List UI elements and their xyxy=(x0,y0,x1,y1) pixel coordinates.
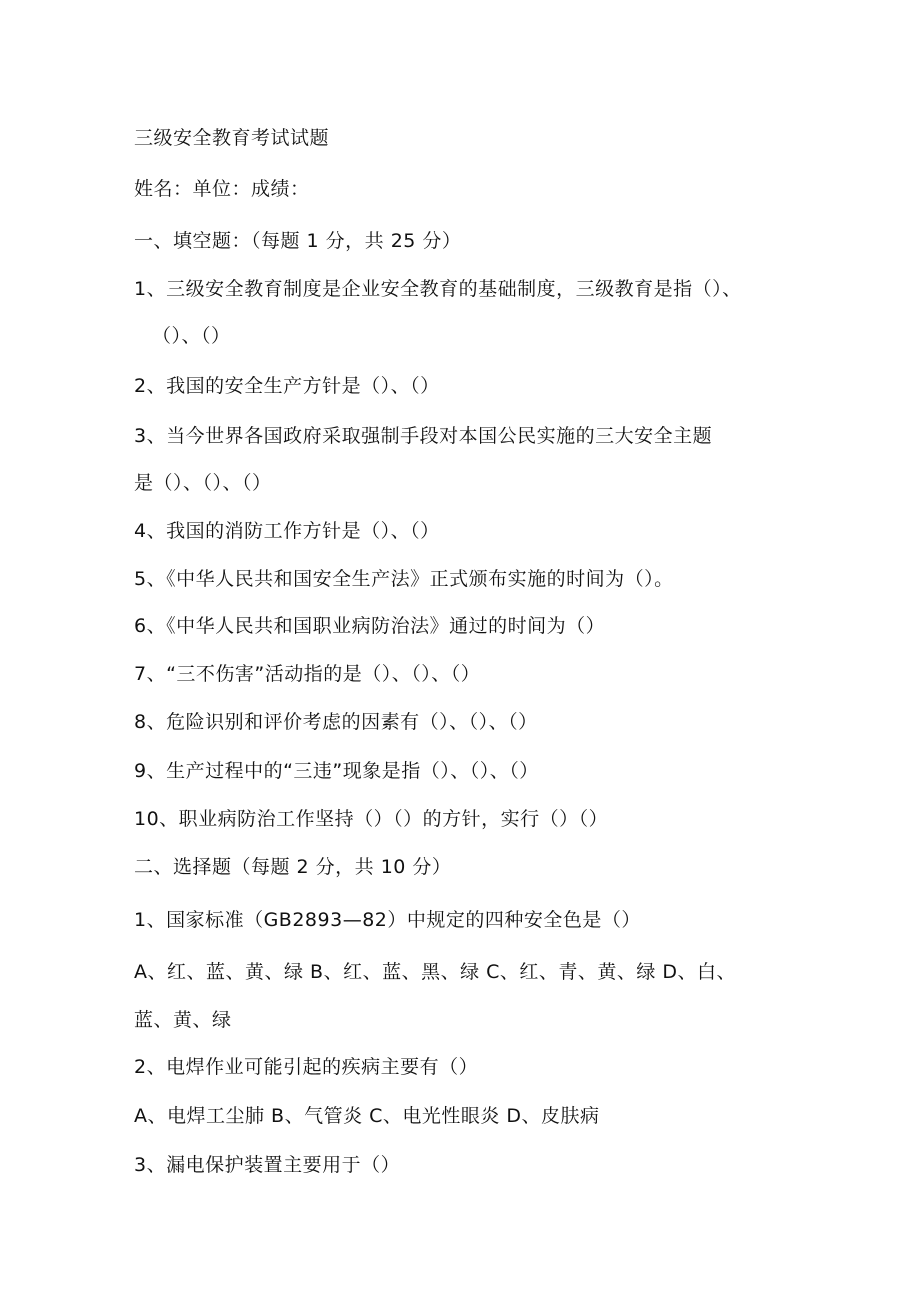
question-line: 3、漏电保护装置主要用于（） xyxy=(134,1154,401,1176)
question-line: 是（）、（）、（） xyxy=(134,472,272,494)
question-line: 6、《中华人民共和国职业病防治法》通过的时间为（） xyxy=(134,615,606,637)
answer-options-line: A、红、蓝、黄、绿 B、红、蓝、黑、绿 C、红、青、黄、绿 D、白、 xyxy=(134,961,737,983)
question-line: （）、（） xyxy=(152,325,231,347)
question-line: 3、当今世界各国政府采取强制手段对本国公民实施的三大安全主题 xyxy=(134,425,713,447)
student-info-line: 姓名：单位：成绩： xyxy=(134,178,310,200)
question-line: 2、我国的安全生产方针是（）、（） xyxy=(134,375,440,397)
question-line: 4、我国的消防工作方针是（）、（） xyxy=(134,520,440,542)
question-line: 7、“三不伤害”活动指的是（）、（）、（） xyxy=(134,663,481,685)
section-fill-blank-heading: 一、填空题：（每题 1 分，共 25 分） xyxy=(134,230,462,252)
question-line: 9、生产过程中的“三违”现象是指（）、（）、（） xyxy=(134,760,539,782)
question-line: 1、国家标准（GB2893—82）中规定的四种安全色是（） xyxy=(134,909,641,931)
answer-options-line: A、电焊工尘肺 B、气管炎 C、电光性眼炎 D、皮肤病 xyxy=(134,1105,600,1127)
question-line: 5、《中华人民共和国安全生产法》正式颁布实施的时间为（）。 xyxy=(134,568,674,590)
question-line: 10、职业病防治工作坚持（）（）的方针，实行（）（） xyxy=(134,808,609,830)
section-multiple-choice-heading: 二、选择题（每题 2 分，共 10 分） xyxy=(134,856,452,878)
document-title: 三级安全教育考试试题 xyxy=(134,127,330,149)
question-line: 8、危险识别和评价考虑的因素有（）、（）、（） xyxy=(134,711,538,733)
question-line: 1、三级安全教育制度是企业安全教育的基础制度，三级教育是指（）、 xyxy=(134,278,742,300)
question-line: 2、电焊作业可能引起的疾病主要有（） xyxy=(134,1056,479,1078)
answer-options-line: 蓝、黄、绿 xyxy=(134,1009,232,1031)
